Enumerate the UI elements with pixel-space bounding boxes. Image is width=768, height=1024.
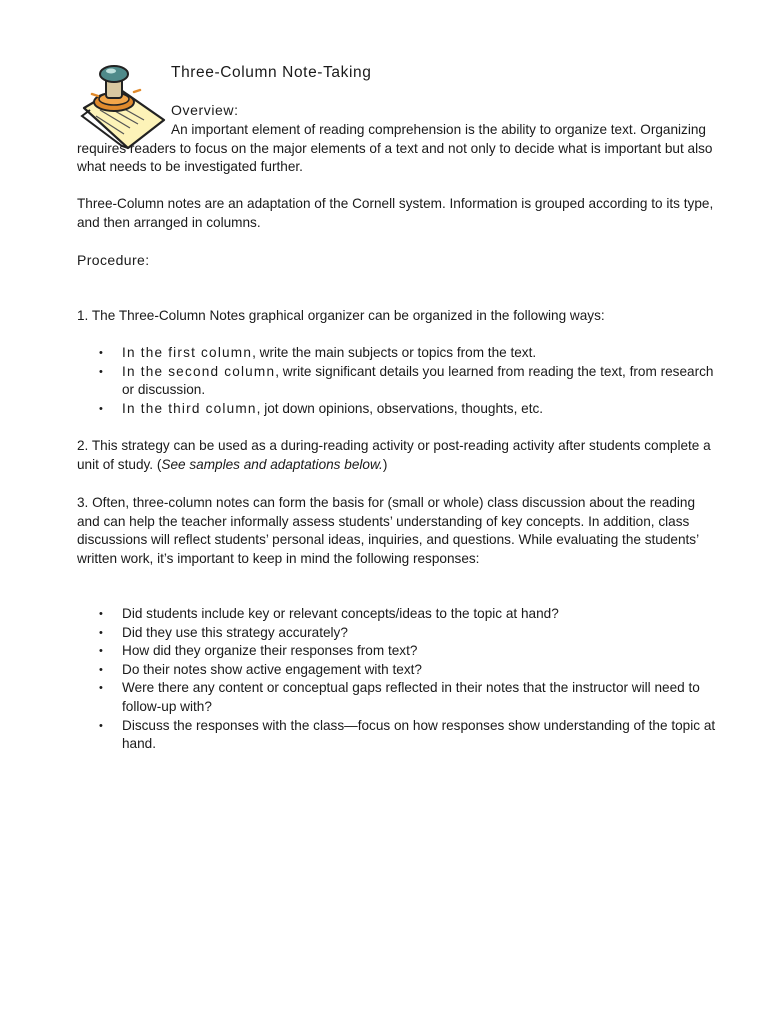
- column-desc: , jot down opinions, observations, thoughts, etc.: [256, 400, 544, 416]
- column-lead: In the third column: [122, 400, 257, 416]
- list-item: [77, 624, 717, 643]
- step2-paragraph: [77, 437, 717, 474]
- column-instructions-list: [77, 344, 717, 418]
- bullet-icon: •: [99, 719, 103, 732]
- list-item-text: How did they organize their responses from text?: [122, 643, 418, 659]
- list-item: [77, 717, 717, 754]
- step2-text: 2. This strategy can be used as a during-reading activity or post-reading activity after students complete a unit of study. (: [77, 438, 711, 472]
- list-item: [77, 661, 717, 680]
- page-title: Three-Column Note-Taking: [171, 64, 372, 81]
- samples-reference: See samples and adaptations below.: [161, 456, 383, 472]
- step3-paragraph: 3. Often, three-column notes can form the basis for (small or whole) class discussion about the reading and can help the teacher informally assess students’ understanding of key concepts. In addition, class discussions will reflect students’ personal ideas, inquiries, and questions. While evaluating the students’ written work, it’s important to keep in mind the following responses:: [77, 495, 699, 566]
- step2-close: ): [382, 456, 388, 472]
- procedure-heading: Procedure:: [77, 252, 150, 268]
- bullet-icon: •: [99, 626, 103, 639]
- bullet-icon: •: [99, 608, 103, 620]
- column-desc: , write significant details you learned from reading the text, from research or discussion.: [122, 363, 714, 398]
- bullet-icon: •: [99, 645, 103, 658]
- list-item-text: Did they use this strategy accurately?: [122, 624, 348, 640]
- overview-paragraph: An important element of reading comprehension is the ability to organize text. Organizing requires readers to focus on the major elements of a text and not only to decide what is important but also what needs to be investigated further.: [77, 122, 713, 175]
- list-item: [77, 400, 717, 419]
- list-item: [77, 605, 717, 624]
- column-desc: , write the main subjects or topics from the text.: [252, 345, 537, 360]
- list-item-text: Do their notes show active engagement with text?: [122, 661, 422, 677]
- overview-heading: Overview:: [171, 102, 239, 118]
- list-item: [77, 363, 717, 400]
- bullet-icon: •: [99, 682, 103, 695]
- cornell-paragraph: Three-Column notes are an adaptation of the Cornell system. Information is grouped according to its type, and then arranged in columns.: [77, 196, 714, 230]
- list-item: [77, 344, 717, 363]
- bullet-icon: •: [99, 663, 103, 676]
- list-item-text: Discuss the responses with the class—focus on how responses show understanding of the topic at hand.: [122, 717, 716, 752]
- list-item: [77, 642, 717, 661]
- column-lead: In the first column: [122, 345, 253, 360]
- bullet-icon: •: [99, 347, 103, 359]
- evaluation-questions-list: [77, 605, 717, 754]
- column-lead: In the second column: [122, 363, 276, 379]
- bullet-icon: •: [99, 365, 103, 378]
- list-item-text: Were there any content or conceptual gaps reflected in their notes that the instructor will need to follow-up with?: [122, 680, 700, 714]
- list-item-text: Did students include key or relevant concepts/ideas to the topic at hand?: [122, 606, 559, 621]
- list-item: [77, 679, 717, 716]
- step1-paragraph: 1. The Three-Column Notes graphical organizer can be organized in the following ways:: [77, 308, 605, 323]
- bullet-icon: •: [99, 402, 103, 415]
